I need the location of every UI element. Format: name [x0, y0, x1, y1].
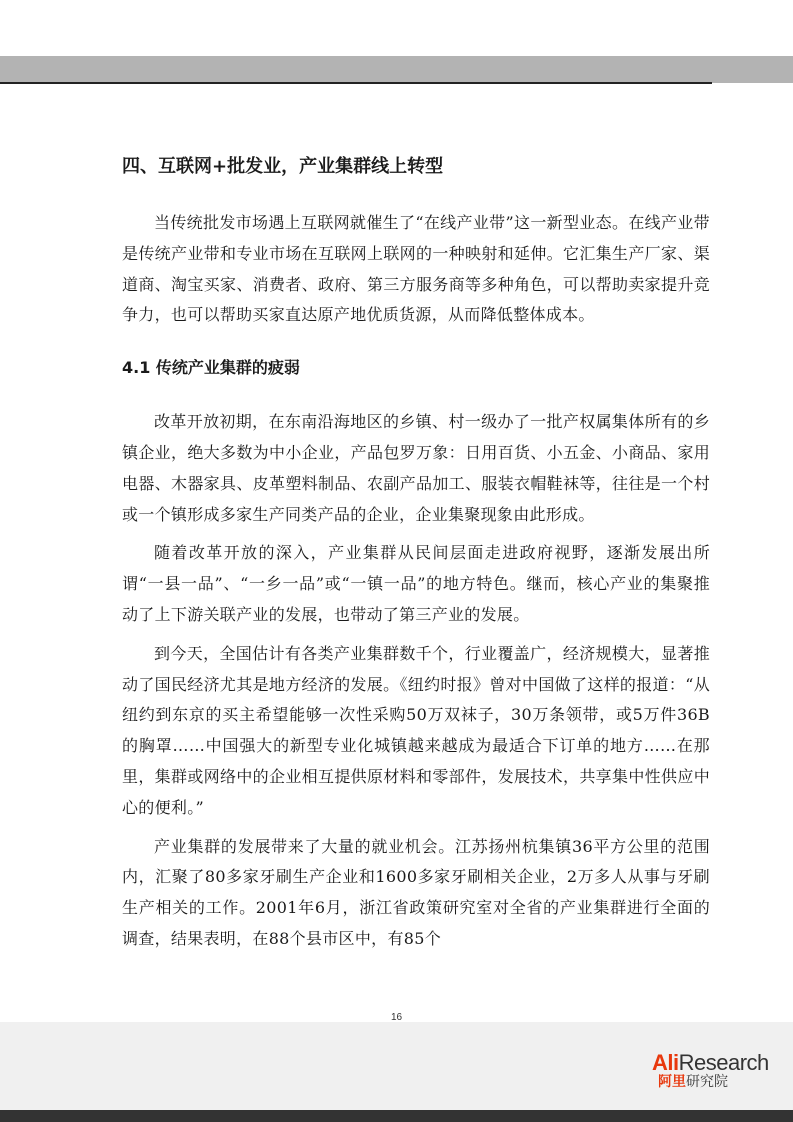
aliresearch-logo [652, 1052, 792, 1090]
section-heading: 四、互联网+批发业，产业集群线上转型 [122, 156, 444, 177]
logo-chinese-name [658, 1074, 792, 1090]
logo-ali-text: Ali [652, 1050, 679, 1075]
document-body [122, 150, 710, 955]
logo-cn-red-text: 阿里 [658, 1074, 686, 1090]
header-rule [0, 82, 712, 84]
body-paragraph-2: 随着改革开放的深入，产业集群从民间层面走进政府视野，逐渐发展出所谓“一县一品”、“一乡一品”或“一镇一品”的地方特色。继而，核心产业的集聚推动了上下游关联产业的发展，也带动了第三产业的发展。 [122, 543, 710, 624]
body-paragraph-3: 到今天，全国估计有各类产业集群数千个，行业覆盖广，经济规模大，显著推动了国民经济尤其是地方经济的发展。《纽约时报》曾对中国做了这样的报道：“从纽约到东京的买主希望能够一次性采购50万双袜子，30万条领带，或5万件36B的胸罩……中国强大的新型专业化城镇越来越成为最适合下订单的地方……在那里，集群或网络中的企业相互提供原材料和零部件，发展技术，共享集中性供应中心的便利。” [122, 643, 710, 817]
footer-bar [0, 1110, 793, 1122]
header-band [0, 56, 793, 83]
section-intro-paragraph: 当传统批发市场遇上互联网就催生了“在线产业带”这一新型业态。在线产业带是传统产业带和专业市场在互联网上联网的一种映射和延伸。它汇集生产厂家、渠道商、淘宝买家、消费者、政府、第三方服务商等多种角色，可以帮助卖家提升竞争力，也可以帮助买家直达原产地优质货源，从而降低整体成本。 [122, 213, 710, 325]
body-paragraph-4: 产业集群的发展带来了大量的就业机会。江苏扬州杭集镇36平方公里的范围内，汇聚了80多家牙刷生产企业和1600多家牙刷相关企业，2万多人从事与牙刷生产相关的工作。2001年6月，浙江省政策研究室对全省的产业集群进行全面的调查，结果表明，在88个县市区中，有85个 [122, 836, 710, 948]
logo-wordmark [652, 1052, 792, 1074]
body-paragraph-1: 改革开放初期，在东南沿海地区的乡镇、村一级办了一批产权属集体所有的乡镇企业，绝大多数为中小企业，产品包罗万象：日用百货、小五金、小商品、家用电器、木器家具、皮革塑料制品、农副产品加工、服装衣帽鞋袜等，往往是一个村或一个镇形成多家生产同类产品的企业，企业集聚现象由此形成。 [122, 412, 710, 524]
logo-research-text: Research [678, 1050, 769, 1075]
page-number: 16 [390, 1012, 403, 1023]
logo-cn-grey-text: 研究院 [686, 1074, 728, 1090]
subsection-heading: 4.1 传统产业集群的疲弱 [122, 358, 300, 378]
